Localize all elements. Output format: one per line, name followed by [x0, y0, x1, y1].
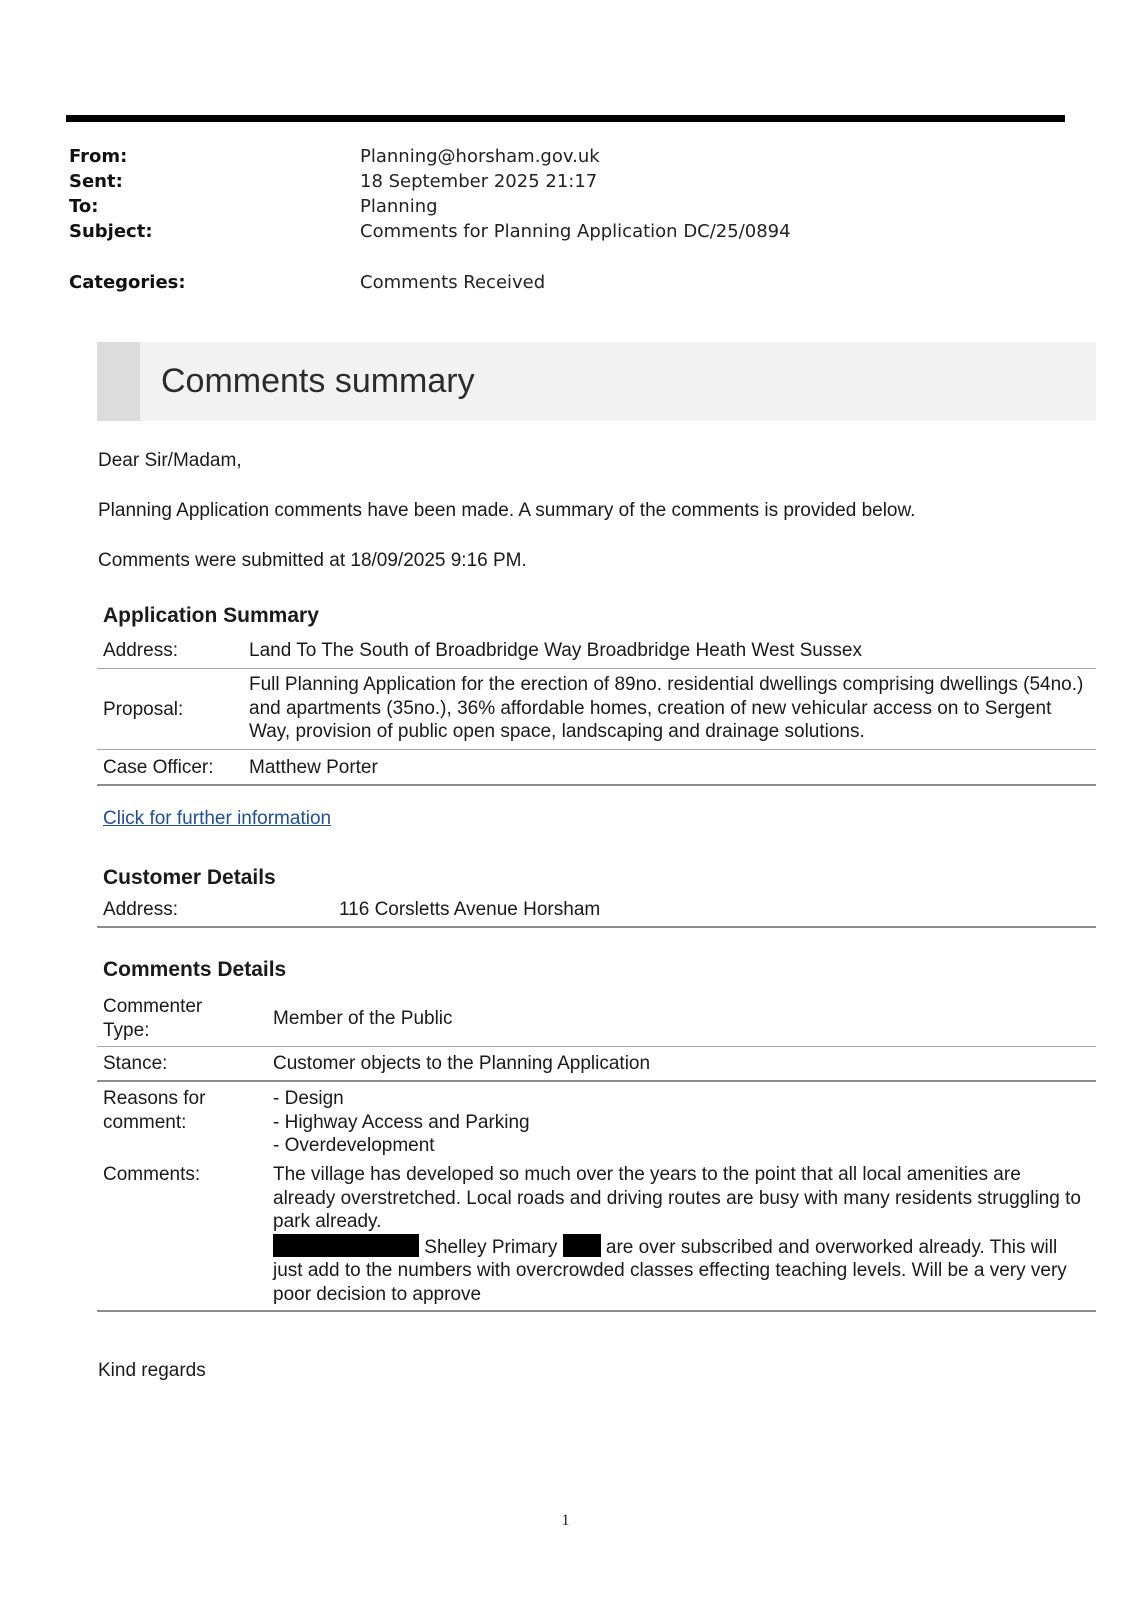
stance-value: Customer objects to the Planning Application [273, 1053, 651, 1074]
reasons-row [97, 1082, 1096, 1161]
from-value: Planning@horsham.gov.uk [360, 146, 600, 167]
commenter-type-value: Member of the Public [273, 1008, 453, 1029]
categories-value: Comments Received [360, 272, 546, 293]
further-information-link[interactable]: Click for further information [103, 808, 332, 829]
banner-accent-bar [97, 342, 140, 421]
customer-address-label: Address: [103, 899, 178, 920]
proposal-label: Proposal: [103, 699, 184, 720]
comments-details-title: Comments Details [103, 958, 287, 981]
page-number: 1 [561, 1512, 570, 1529]
customer-details-title: Customer Details [103, 866, 276, 889]
to-label: To: [69, 196, 99, 217]
application-summary-title: Application Summary [103, 604, 319, 627]
to-row [69, 194, 1069, 219]
app-address-value: Land To The South of Broadbridge Way Broadbridge Heath West Sussex [249, 640, 862, 661]
subject-value: Comments for Planning Application DC/25/0894 [360, 221, 791, 242]
closing: Kind regards [98, 1360, 206, 1381]
commenter-type-label: Commenter Type: [103, 996, 203, 1041]
comments-label: Comments: [103, 1164, 201, 1185]
commenter-type-row [97, 993, 1096, 1047]
case-officer-value: Matthew Porter [249, 757, 378, 778]
reason-item: - Highway Access and Parking [273, 1111, 530, 1133]
subject-label: Subject: [69, 221, 153, 242]
comments-details-table [97, 993, 1096, 1312]
proposal-row [97, 669, 1096, 750]
redaction-block [273, 1234, 419, 1257]
banner-title: Comments summary [161, 362, 475, 400]
customer-address-value: 116 Corsletts Avenue Horsham [339, 899, 601, 920]
from-row [69, 144, 1069, 169]
reasons-label: Reasons for comment: [103, 1088, 206, 1133]
comments-value [273, 1163, 1088, 1306]
redaction-block [563, 1234, 601, 1257]
comments-text-part-1: The village has developed so much over the years to the point that all local amenities are already overstretched. Local roads and driving routes are busy with many residents struggling to park already. [273, 1164, 1081, 1232]
customer-address-row [97, 894, 1096, 928]
case-officer-label: Case Officer: [103, 757, 214, 778]
sent-row [69, 169, 1069, 194]
application-summary-table [97, 635, 1096, 786]
categories-row [69, 270, 1069, 295]
intro-line-2: Comments were submitted at 18/09/2025 9:16 PM. [98, 550, 527, 571]
to-value: Planning [360, 196, 438, 217]
comments-text-part-2: Shelley Primary [424, 1236, 558, 1258]
app-address-label: Address: [103, 640, 178, 661]
customer-details-table [97, 894, 1096, 928]
reasons-list [273, 1087, 530, 1158]
greeting: Dear Sir/Madam, [98, 450, 242, 471]
comments-row [97, 1161, 1096, 1312]
sent-label: Sent: [69, 171, 123, 192]
subject-row [69, 219, 1069, 244]
stance-row [97, 1047, 1096, 1082]
sent-value: 18 September 2025 21:17 [360, 171, 598, 192]
comments-summary-banner [97, 342, 1096, 421]
comments-text-part-3: are over subscribed and overworked already. This will just add to the numbers with overcrowded classes effecting teaching levels. Will be a very very poor decision to approve [273, 1236, 1067, 1305]
reason-item: - Overdevelopment [273, 1135, 435, 1156]
intro-line-1: Planning Application comments have been made. A summary of the comments is provided below. [98, 500, 916, 521]
case-officer-row [97, 750, 1096, 786]
stance-label: Stance: [103, 1053, 168, 1074]
categories-label: Categories: [69, 272, 186, 293]
app-address-row [97, 635, 1096, 669]
from-label: From: [69, 146, 128, 167]
top-rule [66, 115, 1065, 122]
reason-item: - Design [273, 1088, 344, 1109]
proposal-value: Full Planning Application for the erection of 89no. residential dwellings comprising dwellings (54no.) and apartments (35no.), 36% affordable homes, creation of new vehicular access on to Sergent Way, provision of public open space, landscaping and drainage solutions. [249, 674, 1084, 742]
